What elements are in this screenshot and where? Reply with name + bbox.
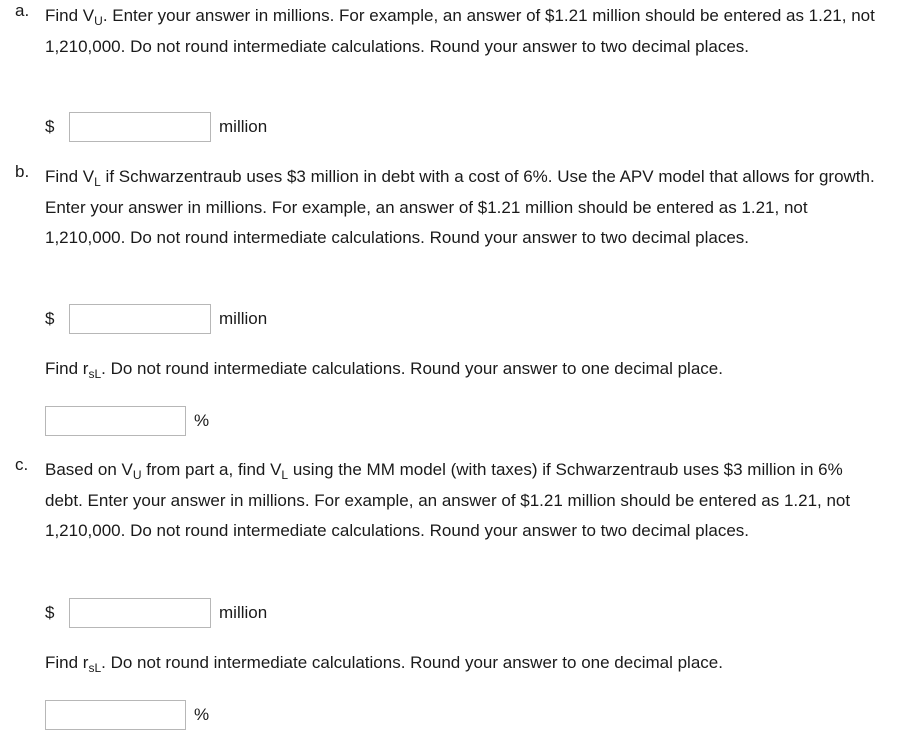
part-a-question-text xyxy=(45,1,885,62)
part-c-rsl-subscript: sL xyxy=(88,661,102,675)
part-b-rsl-question-text xyxy=(45,354,885,385)
part-c-vl-input[interactable] xyxy=(69,598,211,628)
part-c-text-1: Based on V xyxy=(45,460,133,479)
part-b-rsl-text-2: . Do not round intermediate calculations. Round your answer to one decimal place. xyxy=(101,359,723,378)
part-b-currency-symbol: $ xyxy=(45,309,55,328)
part-a-unit-label: million xyxy=(219,117,268,136)
part-a-currency-symbol: $ xyxy=(45,117,55,136)
part-b-subscript: L xyxy=(94,175,101,189)
part-b-rsl-text-1: Find r xyxy=(45,359,89,378)
part-c-text-3: using the MM model (with taxes) if Schwarzentraub uses $3 million in 6% debt. Enter your answer in millions. For example, an answer of $1.21 million should be entered as 1.21, not 1,210,000. Do not round intermediate calculations. Round your answer to two decimal places. xyxy=(45,460,851,540)
part-c-subscript-2: L xyxy=(281,468,289,482)
question-part-b xyxy=(15,162,885,254)
part-b-text-2: if Schwarzentraub uses $3 million in debt with a cost of 6%. Use the APV model that allows for growth. Enter your answer in millions. For example, an answer of $1.21 million should be entered as 1.21, not 1,210,000. Do not round intermediate calculations. Round your answer to two decimal places. xyxy=(45,167,875,247)
part-b-percent-label: % xyxy=(194,411,210,430)
part-c-marker: c. xyxy=(15,455,29,474)
part-b-rsl-answer-row xyxy=(45,405,209,437)
part-c-rsl-text-2: . Do not round intermediate calculations. Round your answer to one decimal place. xyxy=(101,653,723,672)
part-a-text-1: Find V xyxy=(45,6,95,25)
part-b-rsl-subscript: sL xyxy=(88,367,102,381)
part-b-text-1: Find V xyxy=(45,167,95,186)
part-c-percent-label: % xyxy=(194,705,210,724)
part-b-answer-row xyxy=(45,303,267,335)
part-a-answer-row xyxy=(45,111,267,143)
part-c-unit-label: million xyxy=(219,603,268,622)
part-c-subscript-1: U xyxy=(132,468,142,482)
part-c-answer-row xyxy=(45,597,267,629)
question-part-a xyxy=(15,1,885,62)
part-c-question-text xyxy=(45,455,885,547)
part-b-question-text xyxy=(45,162,885,254)
question-part-c xyxy=(15,455,885,547)
part-b-unit-label: million xyxy=(219,309,268,328)
part-c-rsl-input[interactable] xyxy=(45,700,186,730)
part-c-currency-symbol: $ xyxy=(45,603,55,622)
part-b-marker: b. xyxy=(15,162,30,181)
part-c-rsl-answer-row xyxy=(45,699,209,731)
part-a-text-2: . Enter your answer in millions. For example, an answer of $1.21 million should be entered as 1.21, not 1,210,000. Do not round intermediate calculations. Round your answer to two decimal places. xyxy=(45,6,875,56)
part-c-rsl-question-text xyxy=(45,648,885,679)
part-c-rsl-text-1: Find r xyxy=(45,653,89,672)
part-a-vu-input[interactable] xyxy=(69,112,211,142)
part-a-marker: a. xyxy=(15,1,30,20)
part-b-rsl-input[interactable] xyxy=(45,406,186,436)
part-a-subscript: U xyxy=(94,14,103,28)
part-c-text-2: from part a, find V xyxy=(141,460,282,479)
part-b-rsl-question xyxy=(15,354,885,385)
part-c-rsl-question xyxy=(15,648,885,679)
part-b-vl-input[interactable] xyxy=(69,304,211,334)
